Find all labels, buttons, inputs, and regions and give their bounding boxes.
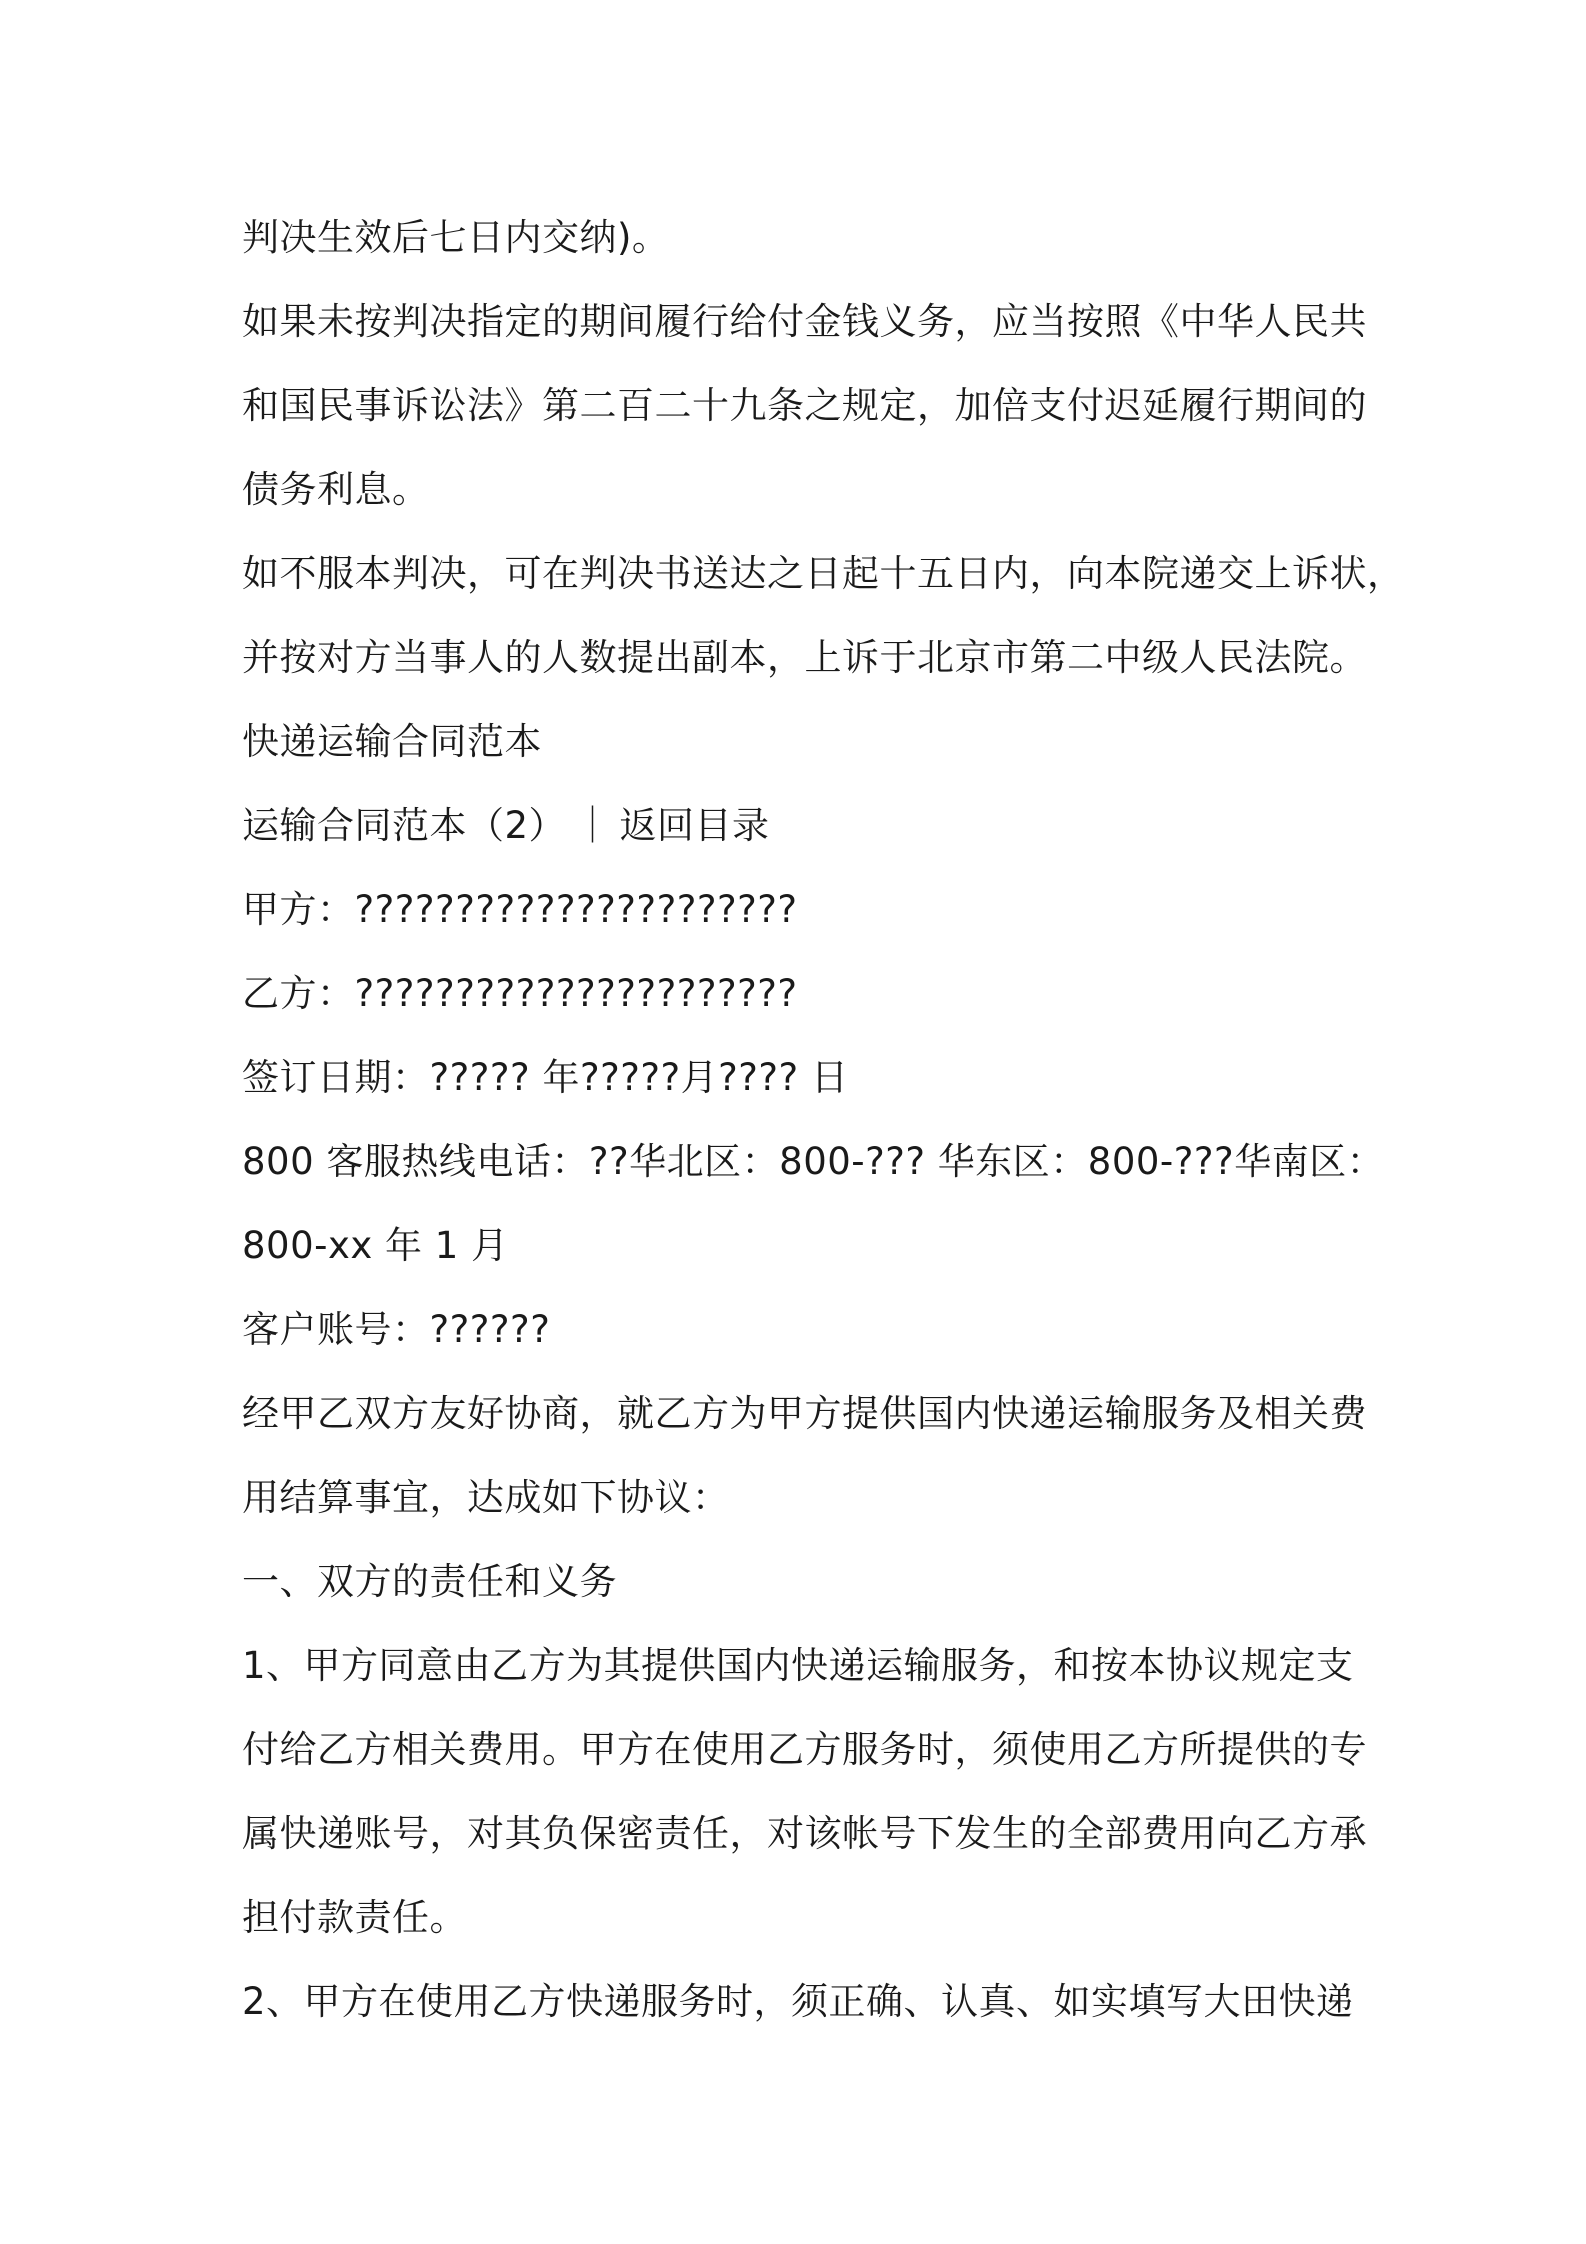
nav-separator: ｜ bbox=[574, 804, 612, 847]
text-line: 用结算事宜，达成如下协议： bbox=[242, 1476, 730, 1519]
current-section-label: 运输合同范本（2） bbox=[242, 804, 567, 847]
text-line: 债务利息。 bbox=[242, 468, 430, 511]
text-line: 经甲乙双方友好协商，就乙方为甲方提供国内快递运输服务及相关费 bbox=[242, 1392, 1367, 1435]
party-a-field: 甲方：?????????????????????? bbox=[242, 888, 798, 931]
party-b-field: 乙方：?????????????????????? bbox=[242, 972, 798, 1015]
text-line: 2、甲方在使用乙方快递服务时，须正确、认真、如实填写大田快递 bbox=[242, 1980, 1354, 2023]
hotline-field: 800 客服热线电话：??华北区：800-??? 华东区：800-???华南区： bbox=[242, 1140, 1385, 1183]
nav-line bbox=[242, 784, 1362, 868]
text-line: 担付款责任。 bbox=[242, 1896, 467, 1939]
back-to-toc-link[interactable]: 返回目录 bbox=[619, 804, 770, 847]
hotline-field-continued: 800-xx 年 1 月 bbox=[242, 1224, 509, 1267]
text-line: 如果未按判决指定的期间履行给付金钱义务，应当按照《中华人民共 bbox=[242, 300, 1367, 343]
section-title: 快递运输合同范本 bbox=[242, 720, 542, 763]
text-line: 和国民事诉讼法》第二百二十九条之规定，加倍支付迟延履行期间的 bbox=[242, 384, 1367, 427]
text-line: 判决生效后七日内交纳)。 bbox=[242, 216, 670, 259]
text-line: 如不服本判决，可在判决书送达之日起十五日内，向本院递交上诉状， bbox=[242, 552, 1405, 595]
text-line: 属快递账号，对其负保密责任，对该帐号下发生的全部费用向乙方承 bbox=[242, 1812, 1367, 1855]
clause-heading: 一、双方的责任和义务 bbox=[242, 1560, 617, 1603]
text-line: 并按对方当事人的人数提出副本，上诉于北京市第二中级人民法院。 bbox=[242, 636, 1367, 679]
signing-date-field: 签订日期：????? 年?????月???? 日 bbox=[242, 1056, 849, 1099]
document-content bbox=[242, 196, 1405, 2044]
customer-account-field: 客户账号：?????? bbox=[242, 1308, 551, 1351]
text-line: 1、甲方同意由乙方为其提供国内快递运输服务，和按本协议规定支 bbox=[242, 1644, 1354, 1687]
text-line: 付给乙方相关费用。甲方在使用乙方服务时，须使用乙方所提供的专 bbox=[242, 1728, 1367, 1771]
